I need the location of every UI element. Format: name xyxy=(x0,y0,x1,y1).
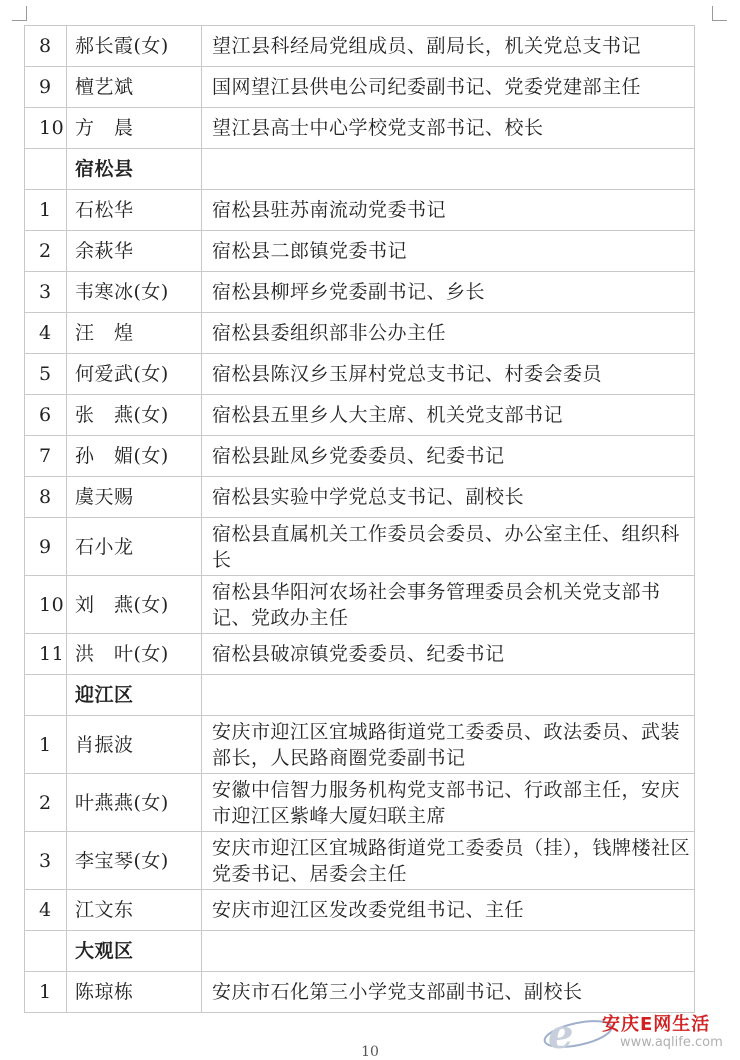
row-number: 4 xyxy=(25,890,67,931)
position-description: 宿松县柳坪乡党委副书记、乡长 xyxy=(202,272,695,313)
table-row xyxy=(25,774,695,832)
position-description xyxy=(202,675,695,716)
row-number: 10 xyxy=(25,576,67,634)
row-number xyxy=(25,675,67,716)
person-name: 汪 煌 xyxy=(67,313,202,354)
position-description: 望江县高士中心学校党支部书记、校长 xyxy=(202,108,695,149)
page-number: 10 xyxy=(361,1044,379,1060)
table-row xyxy=(25,576,695,634)
watermark-url: www.aqlife.com xyxy=(620,1035,723,1050)
section-name: 大观区 xyxy=(67,931,202,972)
row-number: 9 xyxy=(25,67,67,108)
person-name: 郝长霞(女) xyxy=(67,26,202,67)
row-number: 4 xyxy=(25,313,67,354)
position-description: 安庆市迎江区发改委党组书记、主任 xyxy=(202,890,695,931)
table-row xyxy=(25,890,695,931)
position-description: 宿松县华阳河农场社会事务管理委员会机关党支部书记、党政办主任 xyxy=(202,576,695,634)
position-description xyxy=(202,149,695,190)
person-name: 张 燕(女) xyxy=(67,395,202,436)
row-number: 2 xyxy=(25,774,67,832)
row-number xyxy=(25,149,67,190)
row-number xyxy=(25,931,67,972)
position-description: 宿松县破凉镇党委委员、纪委书记 xyxy=(202,634,695,675)
table-row xyxy=(25,716,695,774)
person-name: 洪 叶(女) xyxy=(67,634,202,675)
person-name: 韦寒冰(女) xyxy=(67,272,202,313)
svg-text:e: e xyxy=(548,1011,574,1056)
row-number: 6 xyxy=(25,395,67,436)
person-name: 孙 媚(女) xyxy=(67,436,202,477)
table-row xyxy=(25,395,695,436)
position-description: 望江县科经局党组成员、副局长，机关党总支书记 xyxy=(202,26,695,67)
position-description: 宿松县委组织部非公办主任 xyxy=(202,313,695,354)
row-number: 3 xyxy=(25,272,67,313)
row-number: 3 xyxy=(25,832,67,890)
table-row xyxy=(25,518,695,576)
row-number: 5 xyxy=(25,354,67,395)
row-number: 9 xyxy=(25,518,67,576)
table-row xyxy=(25,67,695,108)
position-description: 宿松县陈汉乡玉屏村党总支书记、村委会委员 xyxy=(202,354,695,395)
site-watermark xyxy=(534,1008,740,1056)
position-description: 安庆市迎江区宜城路街道党工委委员（挂），钱牌楼社区党委书记、居委会主任 xyxy=(202,832,695,890)
row-number: 8 xyxy=(25,477,67,518)
position-description: 宿松县趾凤乡党委委员、纪委书记 xyxy=(202,436,695,477)
person-name: 江文东 xyxy=(67,890,202,931)
table-row xyxy=(25,634,695,675)
table-row xyxy=(25,190,695,231)
row-number: 1 xyxy=(25,190,67,231)
table-row xyxy=(25,972,695,1013)
row-number: 11 xyxy=(25,634,67,675)
person-name: 方 晨 xyxy=(67,108,202,149)
section-header-row xyxy=(25,931,695,972)
row-number: 2 xyxy=(25,231,67,272)
table-row xyxy=(25,108,695,149)
position-description: 宿松县二郎镇党委书记 xyxy=(202,231,695,272)
position-description: 宿松县五里乡人大主席、机关党支部书记 xyxy=(202,395,695,436)
position-description: 安庆市迎江区宜城路街道党工委委员、政法委员、武装部长，人民路商圈党委副书记 xyxy=(202,716,695,774)
row-number: 7 xyxy=(25,436,67,477)
position-description: 国网望江县供电公司纪委副书记、党委党建部主任 xyxy=(202,67,695,108)
corner-crop-mark-left xyxy=(12,6,27,21)
roster-table-body xyxy=(25,26,695,1013)
table-row xyxy=(25,231,695,272)
person-name: 陈琼栋 xyxy=(67,972,202,1013)
watermark-title: 安庆E网生活 xyxy=(602,1014,711,1035)
section-header-row xyxy=(25,149,695,190)
position-description: 安徽中信智力服务机构党支部书记、行政部主任，安庆市迎江区紫峰大厦妇联主席 xyxy=(202,774,695,832)
table-row xyxy=(25,26,695,67)
table-row xyxy=(25,354,695,395)
person-name: 肖振波 xyxy=(67,716,202,774)
person-name: 余萩华 xyxy=(67,231,202,272)
section-name: 迎江区 xyxy=(67,675,202,716)
person-name: 何爱武(女) xyxy=(67,354,202,395)
person-name: 叶燕燕(女) xyxy=(67,774,202,832)
table-row xyxy=(25,313,695,354)
position-description: 宿松县驻苏南流动党委书记 xyxy=(202,190,695,231)
person-name: 石松华 xyxy=(67,190,202,231)
row-number: 1 xyxy=(25,716,67,774)
row-number: 1 xyxy=(25,972,67,1013)
person-name: 刘 燕(女) xyxy=(67,576,202,634)
table-row xyxy=(25,477,695,518)
roster-table xyxy=(24,25,695,1013)
person-name: 李宝琴(女) xyxy=(67,832,202,890)
person-name: 虞天赐 xyxy=(67,477,202,518)
person-name: 檀艺斌 xyxy=(67,67,202,108)
person-name: 石小龙 xyxy=(67,518,202,576)
corner-crop-mark-right xyxy=(712,6,727,21)
row-number: 10 xyxy=(25,108,67,149)
table-row xyxy=(25,272,695,313)
position-description: 宿松县直属机关工作委员会委员、办公室主任、组织科长 xyxy=(202,518,695,576)
section-name: 宿松县 xyxy=(67,149,202,190)
position-description: 宿松县实验中学党总支书记、副校长 xyxy=(202,477,695,518)
section-header-row xyxy=(25,675,695,716)
table-row xyxy=(25,436,695,477)
row-number: 8 xyxy=(25,26,67,67)
position-description xyxy=(202,931,695,972)
position-description: 安庆市石化第三小学党支部副书记、副校长 xyxy=(202,972,695,1013)
table-row xyxy=(25,832,695,890)
